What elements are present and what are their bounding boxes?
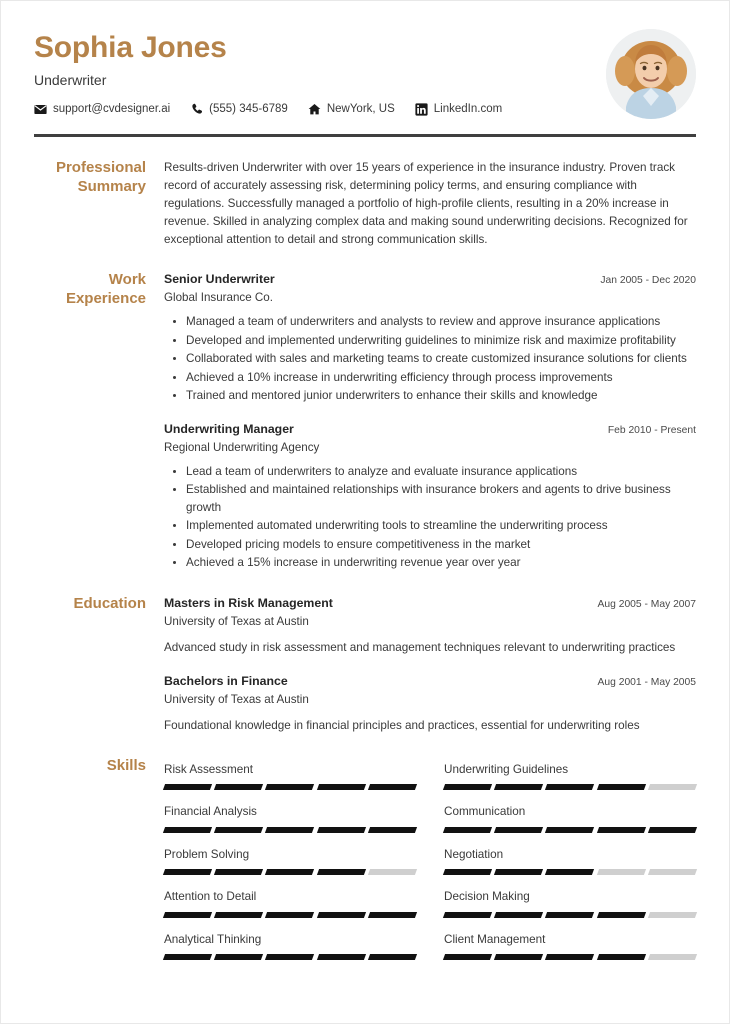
skill-item (164, 884, 416, 927)
experience-org: Regional Underwriting Agency (164, 440, 320, 454)
skill-item (164, 799, 416, 842)
resume-header (1, 1, 729, 116)
skill-segment-filled (545, 869, 594, 875)
skill-segment-filled (494, 784, 543, 790)
skill-level-bar (444, 827, 696, 833)
skill-name: Negotiation (444, 847, 504, 861)
experience-title: Underwriting Manager (164, 421, 294, 436)
skill-segment-filled (443, 954, 492, 960)
skill-name: Problem Solving (164, 847, 250, 861)
experience-bullets (164, 463, 696, 572)
skill-segment-filled (545, 912, 594, 918)
education-entry (164, 673, 696, 735)
skill-segment-filled (648, 827, 697, 833)
section-skills (1, 757, 729, 970)
skill-segment-filled (163, 869, 212, 875)
skill-name: Risk Assessment (164, 762, 253, 776)
summary-body (164, 159, 696, 250)
education-degree: Bachelors in Finance (164, 673, 288, 688)
skill-level-bar (164, 869, 416, 875)
skill-item (444, 757, 696, 800)
section-label-experience: Work Experience (65, 271, 146, 308)
skill-name: Client Management (444, 932, 546, 946)
experience-bullet: • Lead a team of underwriters to analyze and evaluate insurance applications (186, 463, 696, 481)
skill-segment-filled (545, 954, 594, 960)
skill-segment-filled (317, 954, 366, 960)
section-professional-summary (1, 159, 729, 250)
skill-item (164, 927, 416, 970)
skill-item (164, 757, 416, 800)
experience-bullet: • Implemented automated underwriting tools to streamline the underwriting process (186, 517, 696, 535)
experience-title: Senior Underwriter (164, 272, 275, 287)
experience-bullet: • Achieved a 15% increase in underwriting revenue year over year (186, 554, 696, 572)
skill-segment-filled (265, 954, 314, 960)
skills-body (164, 757, 696, 970)
candidate-job-title: Underwriter (34, 72, 107, 88)
section-education (1, 595, 729, 735)
skill-name: Analytical Thinking (164, 932, 262, 946)
skill-segment-filled (317, 827, 366, 833)
skill-segment-filled (265, 912, 314, 918)
experience-entry (164, 421, 696, 572)
candidate-name: Sophia Jones (34, 31, 227, 64)
contact-phone-text: (555) 345-6789 (209, 103, 288, 116)
education-body (164, 595, 696, 735)
skill-segment-empty (648, 954, 697, 960)
skill-item (444, 842, 696, 885)
experience-entry (164, 271, 696, 404)
skill-segment-filled (494, 912, 543, 918)
skill-segment-filled (443, 827, 492, 833)
skills-grid (164, 757, 696, 970)
education-entry-head (164, 673, 696, 691)
skill-level-bar (164, 954, 416, 960)
skill-segment-filled (443, 912, 492, 918)
skill-segment-filled (443, 784, 492, 790)
skill-segment-filled (214, 912, 263, 918)
phone-icon (190, 103, 203, 116)
skill-segment-empty (648, 912, 697, 918)
experience-date: Feb 2010 - Present (607, 424, 696, 436)
skill-segment-filled (214, 827, 263, 833)
section-label-skills: Skills (106, 756, 146, 774)
skill-name: Decision Making (444, 890, 530, 904)
skill-segment-filled (597, 954, 646, 960)
skill-segment-filled (163, 912, 212, 918)
skill-level-bar (444, 784, 696, 790)
experience-bullet: • Managed a team of underwriters and analysts to review and approve insurance applications (186, 313, 696, 331)
education-description: Foundational knowledge in financial principles and practices, essential for underwriting roles (164, 718, 640, 732)
skill-segment-filled (163, 827, 212, 833)
experience-bullet: • Developed and implemented underwriting guidelines to minimize risk and maximize profitability (186, 332, 696, 350)
skill-level-bar (444, 869, 696, 875)
contact-linkedin-text: LinkedIn.com (433, 103, 503, 116)
experience-date: Jan 2005 - Dec 2020 (600, 275, 696, 287)
skill-level-bar (444, 912, 696, 918)
summary-text: Results-driven Underwriter with over 15 years of experience in the insurance industry. Proven track record of accurately assessing risk, determining policy terms, and ensuring compliance with regulations. Successfully managed a portfolio of high-profile clients, resulting in a 20% increase in revenue. Skilled in analyzing complex data and making sound underwriting decisions. Recognized for exceptional attention to detail and strong communication skills. (164, 160, 688, 247)
skill-segment-filled (163, 954, 212, 960)
skill-segment-filled (214, 869, 263, 875)
education-description: Advanced study in risk assessment and management techniques relevant to underwriting practices (164, 640, 676, 654)
skill-segment-filled (214, 784, 263, 790)
experience-bullet: • Trained and mentored junior underwriters to enhance their skills and knowledge (186, 387, 696, 405)
skill-segment-filled (597, 784, 646, 790)
skill-name: Communication (444, 805, 526, 819)
skill-segment-empty (648, 784, 697, 790)
education-entry-head (164, 595, 696, 613)
skill-segment-filled (317, 869, 366, 875)
contact-location[interactable] (308, 103, 395, 116)
education-entry (164, 595, 696, 657)
skill-segment-filled (597, 827, 646, 833)
skill-segment-filled (545, 827, 594, 833)
experience-entry-head (164, 421, 696, 439)
skill-segment-filled (265, 869, 314, 875)
skill-segment-filled (443, 869, 492, 875)
skill-segment-filled (265, 784, 314, 790)
experience-bullet: • Achieved a 10% increase in underwriting efficiency through process improvements (186, 369, 696, 387)
experience-org: Global Insurance Co. (164, 291, 273, 305)
contact-phone[interactable] (190, 103, 288, 116)
skill-segment-filled (214, 954, 263, 960)
section-work-experience (1, 271, 729, 573)
skill-segment-filled (368, 912, 417, 918)
contact-location-text: NewYork, US (326, 103, 395, 116)
skill-name: Underwriting Guidelines (444, 762, 569, 776)
section-label-summary: Professional Summary (55, 158, 146, 195)
header-divider (34, 134, 696, 137)
experience-bullet: • Developed pricing models to ensure competitiveness in the market (186, 536, 696, 554)
avatar-illustration (606, 29, 696, 119)
skill-item (444, 927, 696, 970)
section-label-education: Education (73, 594, 146, 612)
skill-segment-filled (317, 912, 366, 918)
skill-segment-filled (265, 827, 314, 833)
skill-segment-filled (163, 784, 212, 790)
skill-item (164, 842, 416, 885)
skill-segment-filled (368, 827, 417, 833)
contact-row (34, 103, 696, 116)
skill-segment-filled (597, 912, 646, 918)
education-date: Aug 2001 - May 2005 (597, 676, 696, 688)
skill-segment-filled (494, 827, 543, 833)
experience-entry-head (164, 271, 696, 289)
experience-bullet: • Collaborated with sales and marketing teams to create customized insurance solutions for clients (186, 350, 696, 368)
skill-item (444, 884, 696, 927)
skill-segment-filled (494, 954, 543, 960)
avatar (606, 29, 696, 119)
skill-segment-empty (368, 869, 417, 875)
skill-segment-filled (494, 869, 543, 875)
education-school: University of Texas at Austin (164, 692, 309, 706)
education-date: Aug 2005 - May 2007 (597, 598, 696, 610)
skill-segment-empty (597, 869, 646, 875)
skill-level-bar (164, 784, 416, 790)
contact-email-text: support@cvdesigner.ai (53, 103, 171, 116)
skill-segment-empty (648, 869, 697, 875)
skill-name: Attention to Detail (164, 890, 257, 904)
skill-name: Financial Analysis (164, 805, 257, 819)
skill-segment-filled (317, 784, 366, 790)
skill-segment-filled (545, 784, 594, 790)
contact-linkedin[interactable] (415, 103, 502, 116)
skill-level-bar (164, 827, 416, 833)
experience-body (164, 271, 696, 573)
skill-level-bar (164, 912, 416, 918)
education-degree: Masters in Risk Management (164, 595, 333, 610)
experience-bullet: • Established and maintained relationships with insurance brokers and agents to drive business growth (186, 481, 696, 516)
experience-bullets (164, 313, 696, 405)
contact-email[interactable] (34, 103, 170, 116)
skill-level-bar (444, 954, 696, 960)
home-icon (308, 103, 321, 116)
education-school: University of Texas at Austin (164, 614, 309, 628)
envelope-icon (34, 103, 47, 116)
skill-segment-filled (368, 954, 417, 960)
skill-segment-filled (368, 784, 417, 790)
skill-item (444, 799, 696, 842)
linkedin-icon (415, 103, 428, 116)
